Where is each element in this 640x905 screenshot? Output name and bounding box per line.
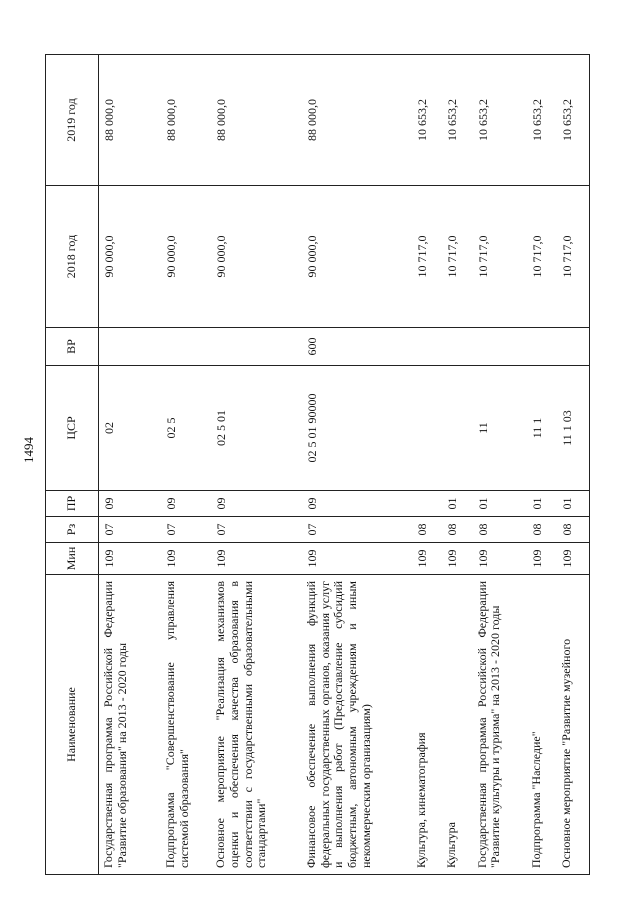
cell-pr: 09 [99, 491, 162, 517]
budget-table [45, 54, 590, 875]
header-rz: Рз [46, 517, 99, 543]
cell-name: Финансовое обеспечение выполнения функций федеральных государственных органов, оказания услуг и выполнения работ (Предоставление субсидий бюджетным, автономным учреждениям и иным некоммерческим организациям) [302, 575, 412, 875]
cell-min: 109 [161, 543, 211, 575]
header-name: Наименование [46, 575, 99, 875]
cell-rz: 08 [527, 517, 557, 543]
cell-pr: 01 [473, 491, 527, 517]
cell-csr [442, 366, 472, 491]
cell-csr [412, 366, 442, 491]
cell-name: Культура [442, 575, 472, 875]
cell-min: 109 [473, 543, 527, 575]
cell-rz: 08 [473, 517, 527, 543]
cell-y2018: 10 717,0 [527, 186, 557, 328]
cell-rz: 08 [557, 517, 589, 543]
table-row [161, 55, 211, 875]
cell-name: Государственная программа Российской Федерации "Развитие культуры и туризма" на 2013 - 2020 годы [473, 575, 527, 875]
cell-vr [557, 328, 589, 366]
budget-table-rotated [45, 55, 590, 875]
cell-y2018: 10 717,0 [557, 186, 589, 328]
cell-vr [412, 328, 442, 366]
cell-y2019: 88 000,0 [99, 55, 162, 186]
header-2018: 2018 год [46, 186, 99, 328]
cell-y2019: 88 000,0 [161, 55, 211, 186]
table-row [412, 55, 442, 875]
cell-y2018: 90 000,0 [211, 186, 302, 328]
cell-csr: 11 1 03 [557, 366, 589, 491]
cell-y2019: 88 000,0 [302, 55, 412, 186]
header-vr: ВР [46, 328, 99, 366]
cell-y2019: 88 000,0 [211, 55, 302, 186]
cell-csr: 02 5 01 90000 [302, 366, 412, 491]
cell-pr: 09 [302, 491, 412, 517]
header-row [46, 55, 99, 875]
cell-name: Подпрограмма "Совершенствование управления системой образования" [161, 575, 211, 875]
cell-csr: 02 5 01 [211, 366, 302, 491]
header-pr: ПР [46, 491, 99, 517]
cell-y2018: 10 717,0 [412, 186, 442, 328]
cell-y2018: 90 000,0 [302, 186, 412, 328]
cell-y2019: 10 653,2 [557, 55, 589, 186]
cell-rz: 08 [442, 517, 472, 543]
cell-y2018: 10 717,0 [442, 186, 472, 328]
cell-min: 109 [302, 543, 412, 575]
cell-min: 109 [99, 543, 162, 575]
cell-y2019: 10 653,2 [442, 55, 472, 186]
cell-vr [161, 328, 211, 366]
cell-pr: 01 [527, 491, 557, 517]
cell-min: 109 [442, 543, 472, 575]
cell-rz: 08 [412, 517, 442, 543]
cell-y2018: 90 000,0 [161, 186, 211, 328]
header-min: Мин [46, 543, 99, 575]
cell-pr: 09 [161, 491, 211, 517]
table-row [473, 55, 527, 875]
cell-rz: 07 [99, 517, 162, 543]
cell-vr: 600 [302, 328, 412, 366]
cell-rz: 07 [302, 517, 412, 543]
cell-name: Основное мероприятие "Развитие музейного [557, 575, 589, 875]
cell-pr: 01 [442, 491, 472, 517]
cell-csr: 02 [99, 366, 162, 491]
table-row [302, 55, 412, 875]
cell-name: Основное мероприятие "Реализация механизмов оценки и обеспечения качества образования в соответствии с государственными образовательными стандартами" [211, 575, 302, 875]
cell-y2018: 90 000,0 [99, 186, 162, 328]
header-2019: 2019 год [46, 55, 99, 186]
cell-vr [211, 328, 302, 366]
table-row [557, 55, 589, 875]
cell-y2019: 10 653,2 [527, 55, 557, 186]
cell-pr [412, 491, 442, 517]
cell-rz: 07 [161, 517, 211, 543]
cell-name: Государственная программа Российской Федерации "Развитие образования" на 2013 - 2020 годы [99, 575, 162, 875]
header-csr: ЦСР [46, 366, 99, 491]
cell-csr: 02 5 [161, 366, 211, 491]
cell-min: 109 [412, 543, 442, 575]
cell-min: 109 [527, 543, 557, 575]
cell-vr [442, 328, 472, 366]
page-number: 1494 [21, 437, 36, 463]
cell-csr: 11 1 [527, 366, 557, 491]
table-row [99, 55, 162, 875]
cell-min: 109 [211, 543, 302, 575]
cell-y2019: 10 653,2 [473, 55, 527, 186]
cell-vr [473, 328, 527, 366]
cell-pr: 09 [211, 491, 302, 517]
cell-min: 109 [557, 543, 589, 575]
table-row [211, 55, 302, 875]
cell-y2018: 10 717,0 [473, 186, 527, 328]
cell-vr [527, 328, 557, 366]
cell-y2019: 10 653,2 [412, 55, 442, 186]
cell-name: Культура, кинематография [412, 575, 442, 875]
cell-vr [99, 328, 162, 366]
table-row [442, 55, 472, 875]
cell-name: Подпрограмма "Наследие" [527, 575, 557, 875]
cell-rz: 07 [211, 517, 302, 543]
cell-pr: 01 [557, 491, 589, 517]
table-row [527, 55, 557, 875]
cell-csr: 11 [473, 366, 527, 491]
